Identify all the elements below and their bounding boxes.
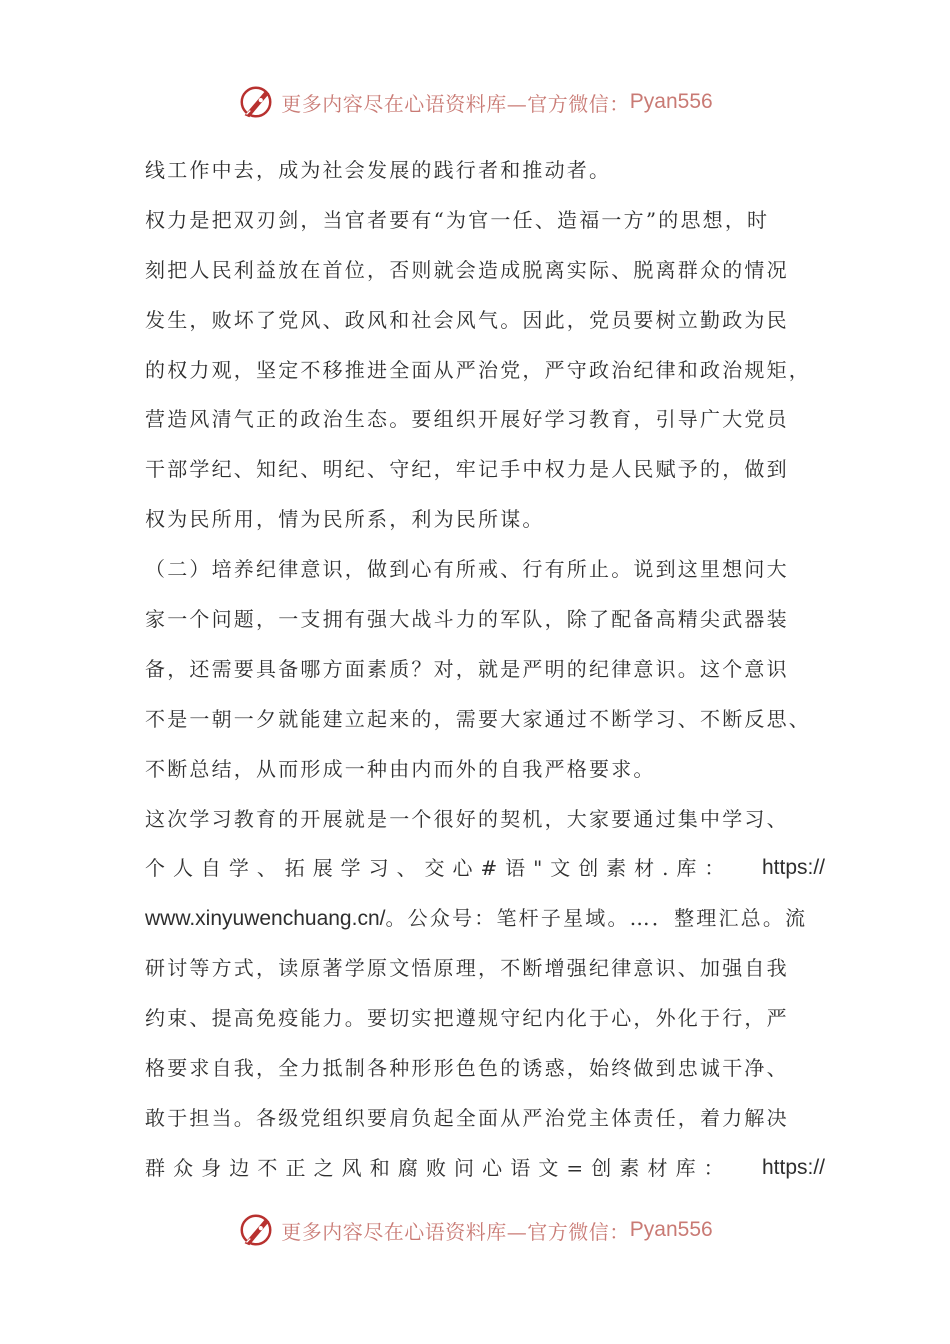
text-line: 敢于担当。各级党组织要肩负起全面从严治党主体责任，着力解决 <box>145 1105 789 1130</box>
text-line: 研讨等方式，读原著学原文悟原理，不断增强纪律意识、加强自我 <box>145 956 789 981</box>
text-line: 刻把人民利益放在首位，否则就会造成脱离实际、脱离群众的情况 <box>145 257 789 282</box>
text-line: 的权力观，坚定不移推进全面从严治党，严守政治纪律和政治规矩， <box>145 357 811 382</box>
url-fragment: www.xinyuwenchuang.cn/ <box>145 907 386 931</box>
text-line-cjk: 个人自学、拓展学习、交心#语"文创素材.库： <box>145 856 733 881</box>
text-line: 发生，败坏了党风、政风和社会风气。因此，党员要树立勤政为民 <box>145 307 789 332</box>
text-line: 不断总结，从而形成一种由内而外的自我严格要求。 <box>145 756 656 781</box>
text-line: 备，还需要具备哪方面素质？对，就是严明的纪律意识。这个意识 <box>145 656 789 681</box>
text-line-cjk: 群众身边不正之风和腐败问心语文=创素材库： <box>145 1155 732 1180</box>
text-line: 格要求自我，全力抵制各种形形色色的诱惑，始终做到忠诚干净、 <box>145 1056 789 1081</box>
text-line-spread <box>145 850 825 900</box>
text-line-rest: 。公众号：笔杆子星域。…．整理汇总。流 <box>385 906 808 931</box>
url-fragment: https:// <box>761 856 825 880</box>
text-line: 营造风清气正的政治生态。要组织开展好学习教育，引导广大党员 <box>145 407 789 432</box>
text-line: 这次学习教育的开展就是一个很好的契机，大家要通过集中学习、 <box>145 806 789 831</box>
text-line: 家一个问题，一支拥有强大战斗力的军队，除了配备高精尖武器装 <box>145 607 789 632</box>
text-line: 权为民所用，情为民所系，利为民所谋。 <box>145 507 545 532</box>
footer-watermark <box>0 1208 950 1252</box>
document-body <box>145 152 825 1200</box>
text-line: 干部学纪、知纪、明纪、守纪，牢记手中权力是人民赋予的，做到 <box>145 457 789 482</box>
pen-seal-logo-icon <box>237 1211 275 1249</box>
text-line <box>145 900 825 950</box>
text-line: 不是一朝一夕就能建立起来的，需要大家通过不断学习、不断反思、 <box>145 706 811 731</box>
header-watermark <box>0 80 950 124</box>
text-line-spread <box>145 1150 825 1200</box>
text-line: 线工作中去，成为社会发展的践行者和推动者。 <box>145 158 612 182</box>
text-line: （二）培养纪律意识，做到心有所戒、行有所止。说到这里想问大 <box>145 557 789 582</box>
header-wechat-id: Pyan556 <box>629 90 713 113</box>
footer-watermark-text: 更多内容尽在心语资料库—官方微信： <box>281 1219 630 1244</box>
text-line: 权力是把双刃剑，当官者要有“为官一任、造福一方”的思想，时 <box>145 207 770 232</box>
text-line: 约束、提高免疫能力。要切实把遵规守纪内化于心，外化于行，严 <box>145 1006 789 1031</box>
pen-seal-logo-icon <box>237 83 275 121</box>
header-watermark-text: 更多内容尽在心语资料库—官方微信： <box>281 91 630 116</box>
footer-wechat-id: Pyan556 <box>629 1218 713 1241</box>
url-fragment: https:// <box>761 1155 825 1179</box>
